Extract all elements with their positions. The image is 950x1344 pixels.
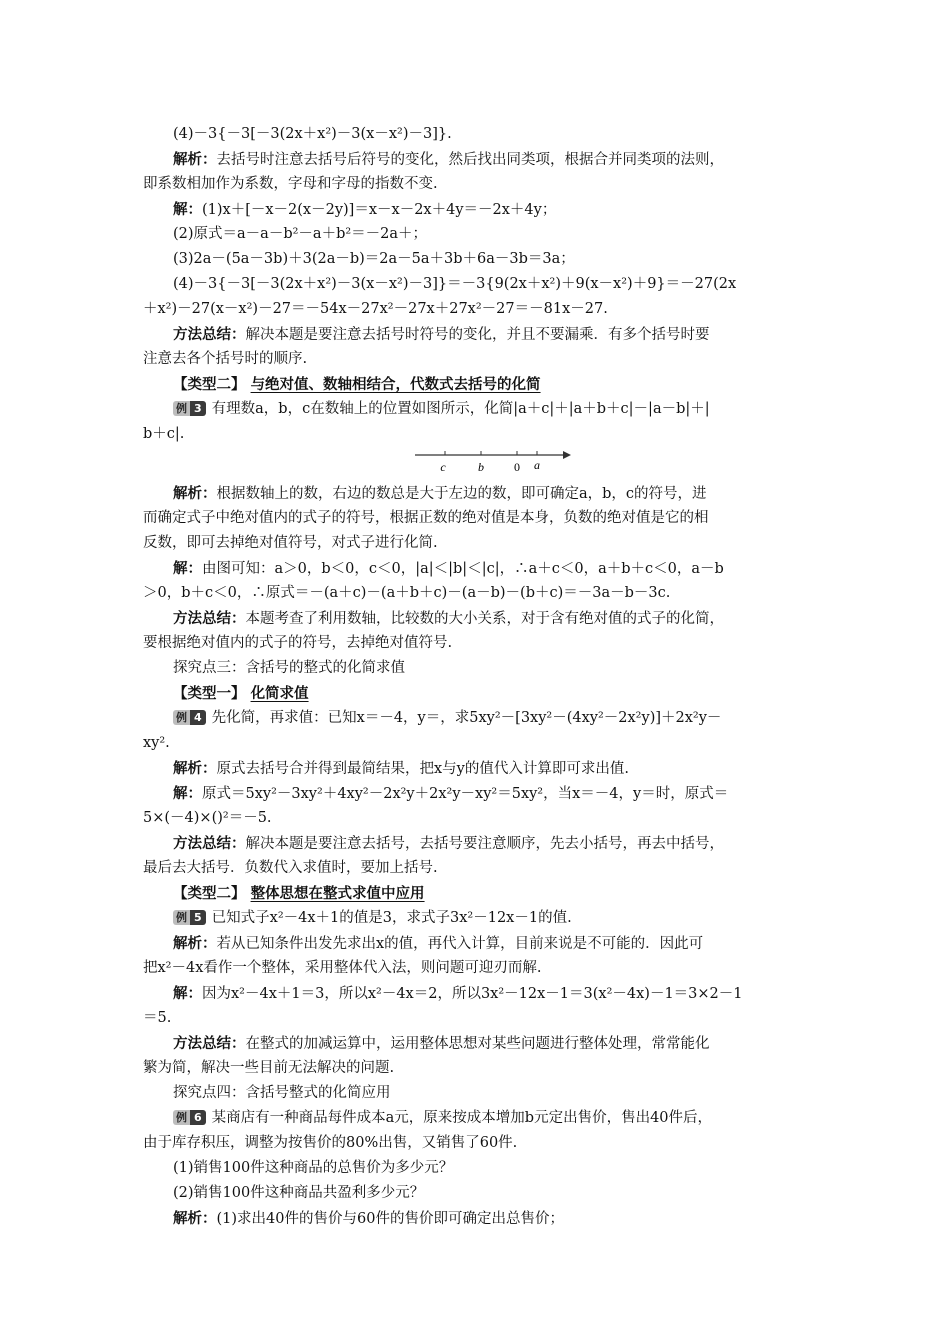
solution-line: (2)原式＝a－a－b²－a＋b²＝－2a＋； <box>173 226 428 242</box>
summary-line: 要根据绝对值内的式子的符号，去掉绝对值符号. <box>143 635 453 651</box>
solution-line: (4)－3{－3[－3(2x＋x²)－3(x－x²)－3]}. <box>173 126 452 142</box>
analysis-line: 解析：若从已知条件出发先求出x的值，再代入计算，目前来说是不可能的．因此可 <box>173 935 704 952</box>
topic-heading: 探究点三：含括号的整式的化简求值 <box>173 660 405 676</box>
solution-line: 5×(－4)×()²＝－5. <box>143 810 272 826</box>
label-0: 0 <box>514 460 520 474</box>
example-badge: 例 4 <box>173 710 206 725</box>
analysis-line: 解析：去括号时注意去括号后符号的变化，然后找出同类项，根据合并同类项的法则， <box>173 151 724 168</box>
example-line: 例 6 某商店有一种商品每件成本a元，原来按成本增加b元定出售价，售出40件后， <box>143 1106 813 1131</box>
summary-line: 最后去大括号．负数代入求值时，要加上括号. <box>143 860 438 876</box>
analysis-line: 解析：(1)求出40件的售价与60件的售价即可确定出总售价； <box>173 1210 564 1227</box>
solution-line: 解：因为x²－4x＋1＝3，所以x²－4x＝2，所以3x²－12x－1＝3(x²－4x)－1＝3×2－1 <box>173 985 743 1002</box>
analysis-line: 解析：根据数轴上的数，右边的数总是大于左边的数，即可确定a，b，c的符号，进 <box>173 485 707 502</box>
analysis-label: 解析： <box>173 151 217 168</box>
example-line: xy². <box>143 735 170 751</box>
analysis-label: 解析： <box>173 1210 217 1227</box>
label-b: b <box>478 460 484 474</box>
analysis-line: 而确定式子中绝对值内的式子的符号，根据正数的绝对值是本身，负数的绝对值是它的相 <box>143 510 709 526</box>
example-line: 例 3 有理数a，b，c在数轴上的位置如图所示，化简|a＋c|＋|a＋b＋c|－|a－b|＋| <box>143 397 813 422</box>
solution-line: 解：(1)x＋[－x－2(x－2y)]＝x－x－2x＋4y＝－2x＋4y； <box>173 201 557 218</box>
solution-line: 解：原式＝5xy²－3xy²＋4xy²－2x²y＋2x²y－xy²＝5xy²，当x＝－4，y＝时，原式＝ <box>173 785 729 802</box>
analysis-line: 反数，即可去掉绝对值符号，对式子进行化简. <box>143 535 438 551</box>
example-badge: 例 3 <box>173 401 206 416</box>
solution-label: 解： <box>173 785 202 802</box>
example-badge: 例 6 <box>173 1110 206 1125</box>
solution-label: 解： <box>173 560 202 577</box>
summary-label: 方法总结： <box>173 1035 246 1052</box>
topic-heading: 探究点四：含括号整式的化简应用 <box>173 1085 391 1101</box>
example-badge: 例 5 <box>173 910 206 925</box>
section-heading: 【类型一】 化简求值 <box>173 685 309 702</box>
example-line: 例 4 先化简，再求值：已知x＝－4，y＝，求5xy²－[3xy²－(4xy²－2x²y)]＋2x²y－ <box>143 706 813 731</box>
example-line: 由于库存积压，调整为按售价的80%出售，又销售了60件. <box>143 1135 518 1151</box>
analysis-label: 解析： <box>173 760 217 777</box>
document-page <box>143 122 813 1231</box>
solution-line: (3)2a－(5a－3b)＋3(2a－b)＝2a－5a＋3b＋6a－3b＝3a； <box>173 251 575 267</box>
summary-label: 方法总结： <box>173 326 246 343</box>
solution-label: 解： <box>173 201 202 218</box>
analysis-label: 解析： <box>173 485 217 502</box>
summary-line: 注意去各个括号时的顺序. <box>143 351 308 367</box>
summary-line: 方法总结：本题考查了利用数轴，比较数的大小关系，对于含有绝对值的式子的化简， <box>173 610 724 627</box>
number-line <box>413 447 573 481</box>
solution-line: 解：由图可知：a＞0，b＜0，c＜0，|a|＜|b|＜|c|，∴a＋c＜0，a＋b＋c＜0，a－b <box>173 560 724 577</box>
solution-label: 解： <box>173 985 202 1002</box>
example-line: 例 5 已知式子x²－4x＋1的值是3，求式子3x²－12x－1的值. <box>143 906 813 931</box>
summary-line: 方法总结：解决本题是要注意去括号，去括号要注意顺序，先去小括号，再去中括号， <box>173 835 724 852</box>
question-line: (2)销售100件这种商品共盈利多少元？ <box>173 1185 425 1201</box>
section-heading: 【类型二】 整体思想在整式求值中应用 <box>173 885 425 902</box>
analysis-line: 把x²－4x看作一个整体，采用整体代入法，则问题可迎刃而解. <box>143 960 542 976</box>
solution-line: ＞0，b＋c＜0，∴原式＝－(a＋c)－(a＋b＋c)－(a－b)－(b＋c)＝－3a－b－3c. <box>143 585 671 601</box>
summary-line: 方法总结：在整式的加减运算中，运用整体思想对某些问题进行整体处理，常常能化 <box>173 1035 710 1052</box>
label-a: a <box>534 458 540 472</box>
analysis-line: 即系数相加作为系数，字母和字母的指数不变. <box>143 176 438 192</box>
summary-label: 方法总结： <box>173 835 246 852</box>
section-heading: 【类型二】 与绝对值、数轴相结合，代数式去括号的化简 <box>173 376 541 393</box>
label-c: c <box>440 460 446 474</box>
summary-line: 方法总结：解决本题是要注意去括号时符号的变化，并且不要漏乘．有多个括号时要 <box>173 326 710 343</box>
solution-line: (4)－3{－3[－3(2x＋x²)－3(x－x²)－3]}＝－3{9(2x＋x²)＋9(x－x²)＋9}＝－27(2x <box>173 276 737 292</box>
axis-arrow <box>563 451 571 459</box>
analysis-label: 解析： <box>173 935 217 952</box>
example-line: b＋c|. <box>143 426 185 442</box>
solution-line: ＝5. <box>143 1010 172 1026</box>
analysis-line: 解析：原式去括号合并得到最简结果，把x与y的值代入计算即可求出值. <box>173 760 629 777</box>
solution-line: ＋x²)－27(x－x²)－27＝－54x－27x²－27x＋27x²－27＝－81x－27. <box>143 301 608 317</box>
question-line: (1)销售100件这种商品的总售价为多少元？ <box>173 1160 454 1176</box>
number-line-figure <box>143 447 813 481</box>
summary-label: 方法总结： <box>173 610 246 627</box>
summary-line: 繁为简，解决一些目前无法解决的问题. <box>143 1060 395 1076</box>
